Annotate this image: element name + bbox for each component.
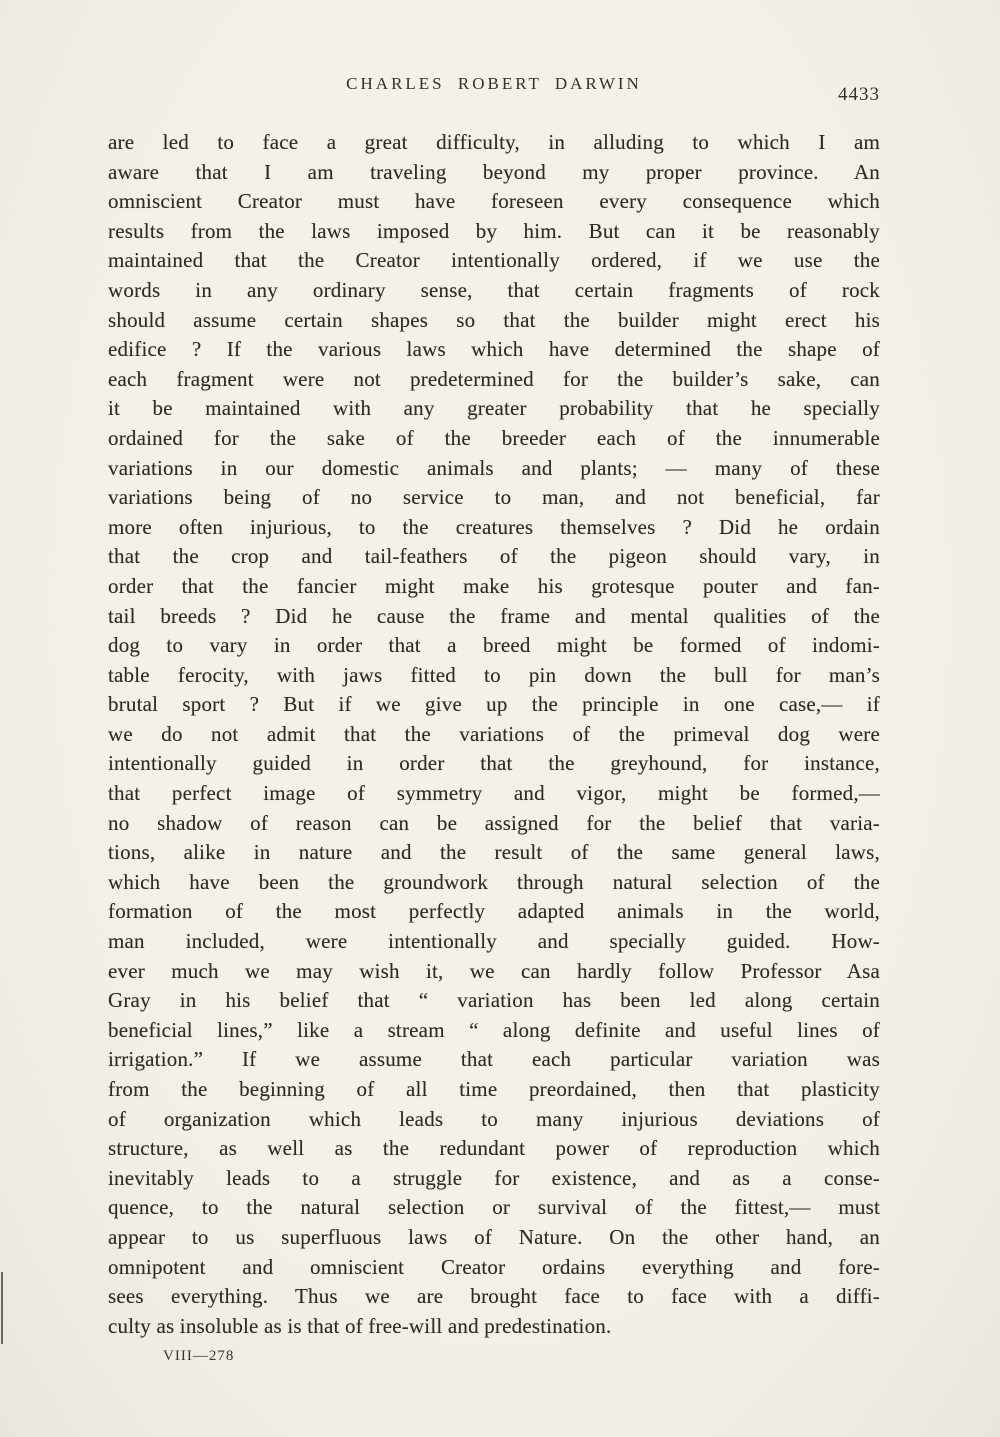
text-line: man included, were intentionally and specially guided. How-: [108, 929, 880, 954]
page-number: 4433: [838, 84, 880, 105]
text-line: no shadow of reason can be assigned for the belief that varia-: [108, 810, 880, 835]
text-line: from the beginning of all time preordained, then that plasticity: [108, 1077, 880, 1101]
signature-mark: VIII—278: [163, 1348, 235, 1364]
text-line: omnipotent and omniscient Creator ordains everything and fore-: [108, 1254, 880, 1279]
text-line: table ferocity, with jaws fitted to pin down the bull for man’s: [108, 662, 880, 687]
text-line: we do not admit that the variations of the primeval dog were: [108, 721, 880, 746]
text-line: are led to face a great difficulty, in alluding to which I am: [108, 130, 880, 154]
body-text: [108, 128, 880, 1341]
text-line: irrigation.” If we assume that each particular variation was: [108, 1047, 880, 1072]
text-line: Gray in his belief that “ variation has been led along certain: [108, 988, 880, 1013]
text-line: formation of the most perfectly adapted animals in the world,: [108, 899, 880, 924]
text-line: results from the laws imposed by him. But can it be reasonably: [108, 218, 880, 243]
text-line: maintained that the Creator intentionally ordered, if we use the: [108, 248, 880, 273]
text-line: tail breeds ? Did he cause the frame and mental qualities of the: [108, 603, 880, 628]
text-line: edifice ? If the various laws which have determined the shape of: [108, 337, 880, 362]
text-line: aware that I am traveling beyond my proper province. An: [108, 159, 880, 184]
text-line: appear to us superfluous laws of Nature. On the other hand, an: [108, 1224, 880, 1249]
text-line: ordained for the sake of the breeder each of the innumerable: [108, 425, 880, 450]
text-line: words in any ordinary sense, that certain fragments of rock: [108, 277, 880, 302]
text-line: inevitably leads to a struggle for existence, and as a conse-: [108, 1165, 880, 1190]
text-line: beneficial lines,” like a stream “ along definite and useful lines of: [108, 1017, 880, 1042]
text-line: order that the fancier might make his grotesque pouter and fan-: [108, 573, 880, 598]
text-line: dog to vary in order that a breed might be formed of indomi-: [108, 633, 880, 658]
text-line: omniscient Creator must have foreseen every consequence which: [108, 189, 880, 214]
text-line: structure, as well as the redundant power of reproduction which: [108, 1136, 880, 1161]
text-line: each fragment were not predetermined for the builder’s sake, can: [108, 366, 880, 391]
text-line: should assume certain shapes so that the builder might erect his: [108, 307, 880, 332]
scan-edge-artifact: [1, 1272, 3, 1344]
running-head-title: CHARLES ROBERT DARWIN: [346, 74, 642, 93]
text-line: it be maintained with any greater probability that he specially: [108, 396, 880, 421]
text-line: culty as insoluble as is that of free-will and predestination.: [108, 1313, 612, 1338]
text-line: more often injurious, to the creatures themselves ? Did he ordain: [108, 514, 880, 539]
text-line: of organization which leads to many injurious deviations of: [108, 1106, 880, 1131]
text-line: which have been the groundwork through natural selection of the: [108, 869, 880, 894]
text-line: ever much we may wish it, we can hardly follow Professor Asa: [108, 958, 880, 983]
text-line: variations in our domestic animals and plants; — many of these: [108, 455, 880, 480]
text-line: brutal sport ? But if we give up the principle in one case,— if: [108, 692, 880, 717]
text-line: quence, to the natural selection or survival of the fittest,— must: [108, 1195, 880, 1220]
text-line: variations being of no service to man, and not beneficial, far: [108, 485, 880, 510]
text-line: that the crop and tail-feathers of the pigeon should vary, in: [108, 544, 880, 569]
text-line: that perfect image of symmetry and vigor, might be formed,—: [108, 781, 880, 806]
text-line: sees everything. Thus we are brought face to face with a diffi-: [108, 1284, 880, 1309]
text-line: tions, alike in nature and the result of the same general laws,: [108, 840, 880, 865]
text-line: intentionally guided in order that the greyhound, for instance,: [108, 751, 880, 776]
